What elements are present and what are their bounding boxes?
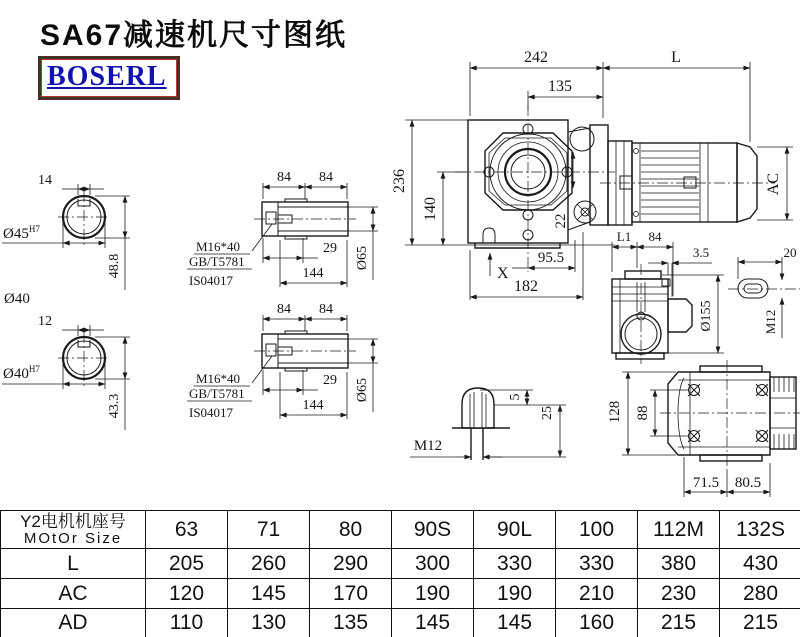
col-header: 132S [720, 511, 800, 549]
dim-25: 25 [540, 406, 555, 420]
dim-14: 14 [38, 173, 52, 188]
note-bolt-spec: M16*40 [196, 239, 241, 254]
note-bolt-std2: IS04017 [189, 405, 234, 420]
label-bore-40: Ø40 [4, 291, 30, 307]
dim-3-5: 3.5 [692, 245, 710, 260]
dim-135: 135 [548, 78, 572, 95]
view-shaft-end-45 [2, 173, 130, 307]
table-row-AC [1, 579, 800, 609]
dim-84: 84 [277, 302, 291, 317]
dim-95-5: 95.5 [537, 250, 565, 266]
dim-AC: AC [765, 172, 782, 196]
brand-logo [38, 56, 180, 100]
dim-140: 140 [422, 197, 439, 221]
dim-12: 12 [38, 314, 52, 329]
dim-20: 20 [783, 245, 797, 260]
col-header: 90L [474, 511, 556, 549]
view-hollow-shaft-2 [187, 302, 378, 420]
col-header: 112M [638, 511, 720, 549]
view-side [612, 229, 724, 364]
motor-size-header [1, 511, 146, 549]
col-header: 71 [228, 511, 310, 549]
dim-dia65: Ø65 [355, 377, 370, 403]
view-bottom [607, 360, 800, 497]
cell: 260 [228, 549, 310, 579]
dim-84: 84 [319, 170, 333, 185]
dim-182: 182 [514, 278, 538, 295]
cell: 380 [638, 549, 720, 579]
table-row-AD [1, 609, 800, 637]
cell: 145 [474, 609, 556, 637]
row-label: AD [1, 609, 146, 637]
col-header: 80 [310, 511, 392, 549]
dim-M12: M12 [763, 309, 778, 335]
dim-L: L [671, 49, 681, 66]
dim-71-5: 71.5 [692, 475, 720, 491]
dim-29: 29 [323, 241, 337, 256]
cell: 130 [228, 609, 310, 637]
cell: 330 [474, 549, 556, 579]
dim-22: 22 [553, 213, 569, 229]
cell: 330 [556, 549, 638, 579]
table-header-row [1, 511, 800, 549]
cell: 430 [720, 549, 800, 579]
col-header: 100 [556, 511, 638, 549]
row-label: AC [1, 579, 146, 609]
dim-48-8: 48.8 [107, 253, 122, 279]
dim-84: 84 [319, 302, 333, 317]
cell: 215 [638, 609, 720, 637]
motor-size-header-cn: Y2电机机座号 [20, 512, 126, 531]
cell: 280 [720, 579, 800, 609]
dim-88: 88 [635, 405, 651, 421]
dim-dia65: Ø65 [355, 245, 370, 271]
col-header: 90S [392, 511, 474, 549]
page-title: SA67减速机尺寸图纸 [40, 19, 348, 52]
table-row-L [1, 549, 800, 579]
dim-29: 29 [323, 373, 337, 388]
cell: 145 [392, 609, 474, 637]
view-key-slot-detail [728, 245, 800, 338]
cell: 170 [310, 579, 392, 609]
view-plug-detail [410, 388, 566, 460]
dim-80-5: 80.5 [734, 475, 762, 491]
dim-144: 144 [302, 398, 324, 413]
view-hollow-shaft-1 [187, 170, 378, 288]
cell: 290 [310, 549, 392, 579]
note-bolt-spec: M16*40 [196, 371, 241, 386]
cell: 215 [720, 609, 800, 637]
cell: 120 [146, 579, 228, 609]
view-shaft-end-40 [2, 314, 130, 430]
row-label: L [1, 549, 146, 579]
dim-5: 5 [508, 393, 523, 401]
note-bolt-std2: IS04017 [189, 273, 234, 288]
cell: 230 [638, 579, 720, 609]
cell: 135 [310, 609, 392, 637]
dim-43-3: 43.3 [107, 393, 122, 419]
dim-84: 84 [648, 229, 662, 244]
cell: 190 [474, 579, 556, 609]
dim-X: X [497, 265, 509, 282]
note-bolt-std1: GB/T5781 [189, 386, 245, 401]
cell: 210 [556, 579, 638, 609]
dim-144: 144 [302, 266, 324, 281]
dim-dia155: Ø155 [699, 300, 714, 332]
dim-M12: M12 [413, 438, 443, 454]
dim-L1: L1 [616, 229, 632, 244]
dim-84: 84 [277, 170, 291, 185]
view-main-gearbox-motor [391, 49, 793, 300]
dim-242: 242 [524, 49, 548, 66]
dim-128: 128 [607, 400, 623, 424]
cell: 205 [146, 549, 228, 579]
dim-236: 236 [391, 169, 408, 193]
dim-dia45-h7: $Ø45^{H7}$ [3, 224, 40, 242]
cell: 110 [146, 609, 228, 637]
dim-dia40-h7: $Ø40^{H7}$ [3, 364, 40, 382]
cell: 160 [556, 609, 638, 637]
cell: 145 [228, 579, 310, 609]
motor-size-table [0, 510, 800, 637]
brand-logo-text: BOSERL [47, 61, 167, 92]
cell: 300 [392, 549, 474, 579]
col-header: 63 [146, 511, 228, 549]
cell: 190 [392, 579, 474, 609]
note-bolt-std1: GB/T5781 [189, 254, 245, 269]
motor-size-header-en: MOtOr Size [23, 530, 123, 547]
